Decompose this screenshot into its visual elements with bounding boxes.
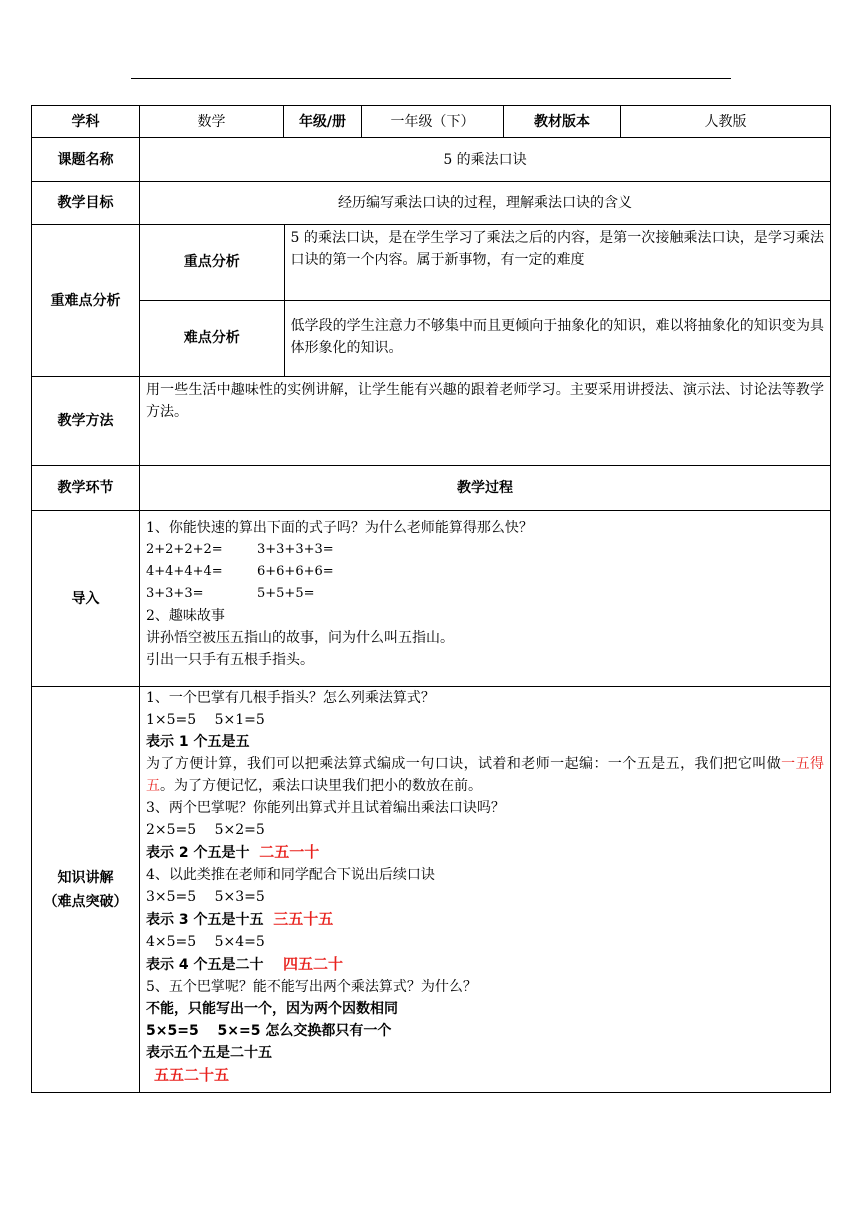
process-title: 教学过程 <box>140 466 831 511</box>
goal-value: 经历编写乘法口诀的过程，理解乘法口诀的含义 <box>140 182 831 225</box>
hard-analysis-text: 低学段的学生注意力不够集中而且更倾向于抽象化的知识，难以将抽象化的知识变为具体形象化的知识。 <box>284 300 830 376</box>
knowledge-paragraph-text: 为了方便计算，我们可以把乘法算式编成一句口诀，试着和老师一起编：一个五是五，我们把它叫做 <box>146 756 782 772</box>
difficulty-row <box>32 225 831 377</box>
knowledge-label-cell <box>32 687 140 1093</box>
rhyme-3x5: 三五十五 <box>273 910 334 928</box>
rhyme-1x5: 一五得五 <box>146 756 825 794</box>
method-row <box>32 377 831 466</box>
knowledge-question-1: 1、一个巴掌有几根手指头？怎么列乘法算式？ <box>146 690 435 706</box>
intro-content <box>140 511 831 687</box>
intro-sum-3: 4+4+4+4= <box>146 564 223 579</box>
knowledge-equation-2: 2×5=5 5×2=5 <box>146 822 265 838</box>
knowledge-meaning-1: 表示 1 个五是五 <box>146 734 250 750</box>
knowledge-meaning-3: 表示 3 个五是十五 <box>146 912 264 928</box>
knowledge-meaning-4-line <box>146 953 824 976</box>
knowledge-meaning-2: 表示 2 个五是十 <box>146 845 250 861</box>
intro-lead: 引出一只手有五根手指头。 <box>146 652 314 668</box>
intro-story: 讲孙悟空被压五指山的故事，问为什么叫五指山。 <box>146 630 454 646</box>
hard-analysis-label: 难点分析 <box>140 300 284 376</box>
topic-value: 5 的乘法口诀 <box>140 138 831 182</box>
topic-label: 课题名称 <box>32 138 140 182</box>
knowledge-sublabel: （难点突破） <box>43 893 128 910</box>
method-label: 教学方法 <box>32 377 140 466</box>
intro-sum-6: 5+5+5= <box>257 586 315 601</box>
knowledge-row <box>32 687 831 1093</box>
subject-value: 数学 <box>140 106 284 138</box>
knowledge-meaning-5: 表示五个五是二十五 <box>146 1045 272 1061</box>
knowledge-answer-5: 不能，只能写出一个，因为两个因数相同 <box>146 1001 398 1017</box>
knowledge-equation-4: 4×5=5 5×4=5 <box>146 934 265 950</box>
method-text: 用一些生活中趣味性的实例讲解，让学生能有兴趣的跟着老师学习。主要采用讲授法、演示法、讨论法等教学方法。 <box>140 377 831 466</box>
knowledge-equation-5: 5×5=5 5×=5 怎么交换都只有一个 <box>146 1023 392 1039</box>
knowledge-content <box>140 687 831 1093</box>
difficulty-label: 重难点分析 <box>32 225 140 377</box>
goal-label: 教学目标 <box>32 182 140 225</box>
header-rule <box>131 78 731 79</box>
intro-sum-5: 3+3+3= <box>146 586 204 601</box>
knowledge-equation-1: 1×5=5 5×1=5 <box>146 712 265 728</box>
knowledge-label: 知识讲解 <box>57 869 114 886</box>
knowledge-question-4: 4、以此类推在老师和同学配合下说出后续口诀 <box>146 867 435 883</box>
knowledge-paragraph-end: 。为了方便记忆，乘法口诀里我们把小的数放在前。 <box>160 778 482 794</box>
knowledge-equation-3: 3×5=5 5×3=5 <box>146 889 265 905</box>
knowledge-meaning-2-line <box>146 841 824 864</box>
topic-row <box>32 138 831 182</box>
intro-question-1: 1、你能快速的算出下面的式子吗？为什么老师能算得那么快？ <box>146 520 533 536</box>
rhyme-5x5: 五五二十五 <box>154 1066 230 1084</box>
rhyme-4x5: 四五二十 <box>283 955 344 973</box>
lesson-plan-table <box>31 105 831 1093</box>
difficulty-subtable <box>140 225 830 376</box>
goal-row <box>32 182 831 225</box>
intro-question-2: 2、趣味故事 <box>146 608 225 624</box>
intro-sum-2: 3+3+3+3= <box>257 542 334 557</box>
edition-value: 人教版 <box>621 106 831 138</box>
knowledge-meaning-4: 表示 4 个五是二十 <box>146 957 264 973</box>
grade-label: 年级/册 <box>284 106 362 138</box>
key-analysis-label: 重点分析 <box>140 225 284 300</box>
intro-label: 导入 <box>32 511 140 687</box>
rhyme-2x5: 二五一十 <box>259 843 320 861</box>
intro-sum-4: 6+6+6+6= <box>257 564 334 579</box>
grade-value: 一年级（下） <box>362 106 504 138</box>
knowledge-paragraph <box>146 753 824 797</box>
intro-sum-1: 2+2+2+2= <box>146 542 223 557</box>
knowledge-question-5: 5、五个巴掌呢？能不能写出两个乘法算式？为什么？ <box>146 979 477 995</box>
process-header-row <box>32 466 831 511</box>
process-stage-label: 教学环节 <box>32 466 140 511</box>
knowledge-question-3: 3、两个巴掌呢？你能列出算式并且试着编出乘法口诀吗？ <box>146 800 505 816</box>
key-analysis-text: 5 的乘法口诀，是在学生学习了乘法之后的内容，是第一次接触乘法口诀，是学习乘法口诀的第一个内容。属于新事物，有一定的难度 <box>284 225 830 300</box>
knowledge-meaning-3-line <box>146 908 824 931</box>
intro-row <box>32 511 831 687</box>
header-row <box>32 106 831 138</box>
subject-label: 学科 <box>32 106 140 138</box>
edition-label: 教材版本 <box>504 106 621 138</box>
